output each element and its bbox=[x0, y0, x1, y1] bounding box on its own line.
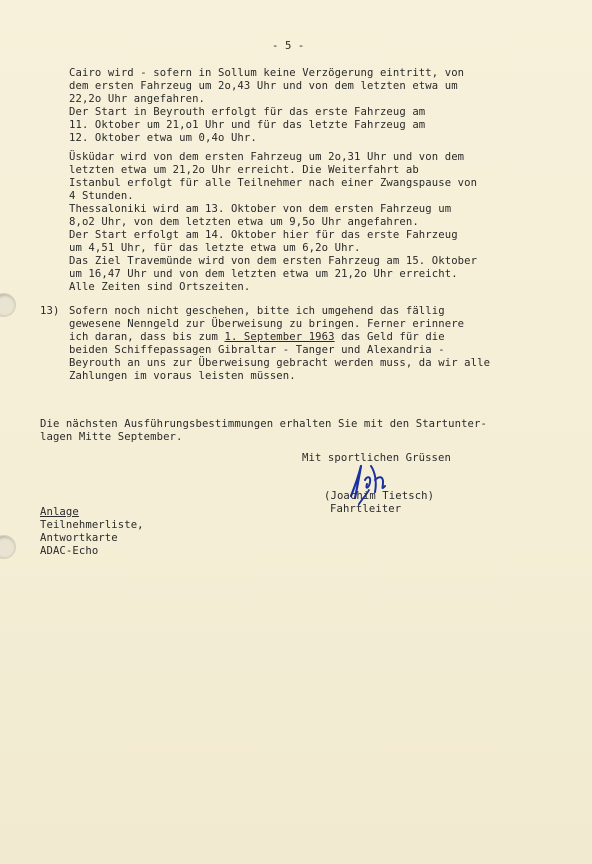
text-line: 8,o2 Uhr, von dem letzten etwa um 9,5o Uhr angefahren. bbox=[69, 216, 419, 228]
punch-hole-top bbox=[0, 293, 16, 317]
text-line: Beyrouth an uns zur Überweisung gebracht werden muss, da wir alle bbox=[69, 357, 491, 369]
text-fragment: das Geld für die bbox=[334, 331, 445, 343]
text-line: Das Ziel Travemünde wird von dem ersten Fahrzeug am 15. Oktober bbox=[69, 255, 478, 267]
text-line: 4 Stunden. bbox=[69, 190, 134, 202]
text-line: Cairo wird - sofern in Sollum keine Verzögerung eintritt, von bbox=[69, 67, 465, 79]
signatory-role: Fahrtleiter bbox=[330, 503, 402, 515]
greeting: Mit sportlichen Grüssen bbox=[302, 452, 451, 464]
text-line: letzten etwa um 21,2o Uhr erreicht. Die Weiterfahrt ab bbox=[69, 164, 419, 176]
text-line: Die nächsten Ausführungsbestimmungen erhalten Sie mit den Startunter- bbox=[40, 418, 487, 430]
text-line: lagen Mitte September. bbox=[40, 431, 183, 443]
text-line: 12. Oktober etwa um 0,4o Uhr. bbox=[69, 132, 257, 144]
text-line: Istanbul erfolgt für alle Teilnehmer nach einer Zwangspause von bbox=[69, 177, 478, 189]
page-number: - 5 - bbox=[272, 40, 305, 52]
text-line: Üsküdar wird von dem ersten Fahrzeug um 2o,31 Uhr und von dem bbox=[69, 151, 465, 163]
attachment-item: Teilnehmerliste, bbox=[40, 519, 144, 531]
text-line: gewesene Nenngeld zur Überweisung zu bringen. Ferner erinnere bbox=[69, 318, 465, 330]
text-line: beiden Schiffepassagen Gibraltar - Tanger und Alexandria - bbox=[69, 344, 445, 356]
attachment-item: ADAC-Echo bbox=[40, 545, 99, 557]
text-fragment: ich daran, dass bis zum bbox=[69, 331, 225, 343]
text-line: 11. Oktober um 21,o1 Uhr und für das letzte Fahrzeug am bbox=[69, 119, 426, 131]
text-line: Sofern noch nicht geschehen, bitte ich umgehend das fällig bbox=[69, 305, 445, 317]
text-line: um 16,47 Uhr und von dem letzten etwa um 21,2o Uhr erreicht. bbox=[69, 268, 458, 280]
text-line: um 4,51 Uhr, für das letzte etwa um 6,2o Uhr. bbox=[69, 242, 361, 254]
signatory-name: (Joachim Tietsch) bbox=[324, 490, 435, 502]
text-line: Der Start erfolgt am 14. Oktober hier für das erste Fahrzeug bbox=[69, 229, 458, 241]
text-line: dem ersten Fahrzeug um 2o,43 Uhr und von dem letzten etwa um bbox=[69, 80, 458, 92]
punch-hole-bottom bbox=[0, 535, 16, 559]
text-line: 22,2o Uhr angefahren. bbox=[69, 93, 206, 105]
item-number: 13) bbox=[40, 305, 60, 317]
text-line: Der Start in Beyrouth erfolgt für das erste Fahrzeug am bbox=[69, 106, 426, 118]
attachments-heading: Anlage bbox=[40, 506, 79, 518]
text-line bbox=[69, 331, 445, 344]
text-line: Thessaloniki wird am 13. Oktober von dem ersten Fahrzeug um bbox=[69, 203, 452, 215]
text-line: Alle Zeiten sind Ortszeiten. bbox=[69, 281, 251, 293]
attachment-item: Antwortkarte bbox=[40, 532, 118, 544]
deadline-date: 1. September 1963 bbox=[224, 331, 335, 343]
text-line: Zahlungen im voraus leisten müssen. bbox=[69, 370, 296, 382]
